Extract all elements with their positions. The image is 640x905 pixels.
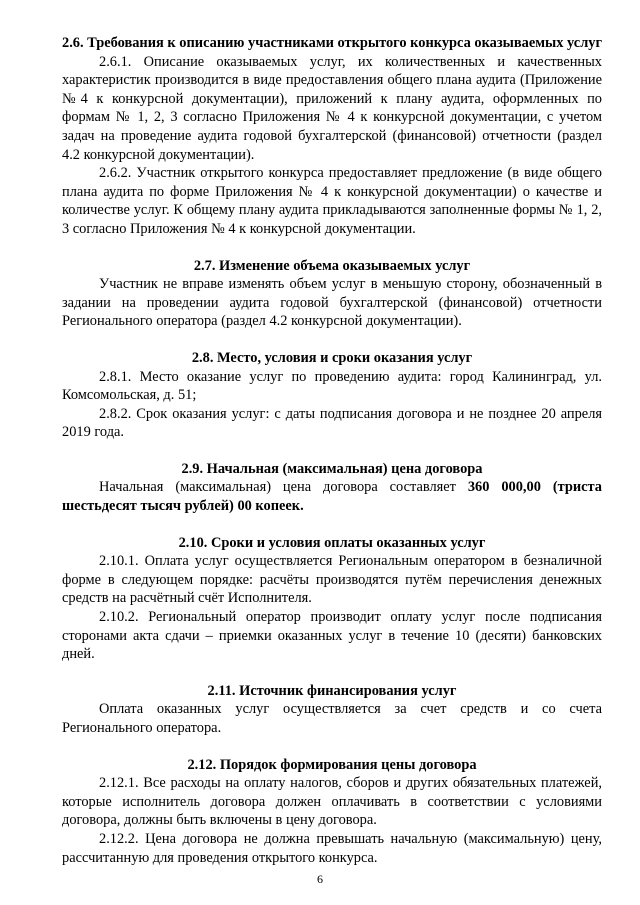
section-heading: 2.12. Порядок формирования цены договора xyxy=(187,756,477,773)
paragraph: 2.6.2. Участник открытого конкурса предоставляет предложение (в виде общего плана аудита по форме Приложения № 4 к конкурсной документации) о качестве и количестве услуг. К общему плану аудита прикладываются заполненные формы № 1, 2, 3 согласно Приложения № 4 к конкурсной документации. xyxy=(62,165,602,237)
section-2-12 xyxy=(62,756,602,868)
paragraph: Участник не вправе изменять объем услуг в меньшую сторону, обозначенный в задании на проведении аудита годовой бухгалтерской (финансовой) отчетности Регионального оператора (раздел 4.2 конкурсной документации). xyxy=(62,276,602,330)
paragraph: Оплата оказанных услуг осуществляется за счет средств и со счета Регионального оператора. xyxy=(62,701,602,736)
price-text: Начальная (максимальная) цена договора составляет xyxy=(99,479,468,496)
paragraph: 2.10.1. Оплата услуг осуществляется Региональным оператором в безналичной форме в следующем порядке: расчёты производятся путём перечисления денежных средств на расчётный счёт Исполнителя. xyxy=(62,553,602,607)
paragraph: 2.6.1. Описание оказываемых услуг, их количественных и качественных характеристик производится в виде предоставления общего плана аудита (Приложение №4 к конкурсной документации), приложений к плану аудита, оформленных по формам № 1, 2, 3 согласно Приложения № 4 к конкурсной документации, с учетом задач на проведение аудита годовой бухгалтерской (финансовой) отчетности (раздел 4.2 конкурсной документации). xyxy=(62,53,602,163)
section-2-8 xyxy=(62,349,602,442)
price-paragraph xyxy=(62,478,602,515)
section-heading: 2.10. Сроки и условия оплаты оказанных услуг xyxy=(178,534,486,551)
section-heading: 2.7. Изменение объема оказываемых услуг xyxy=(193,257,471,274)
section-heading: 2.8. Место, условия и сроки оказания услуг xyxy=(191,349,473,366)
section-heading: 2.6. Требования к описанию участниками открытого конкурса оказываемых услуг xyxy=(62,35,602,51)
section-heading: 2.9. Начальная (максимальная) цена договора xyxy=(181,460,483,477)
section-heading: 2.11. Источник финансирования услуг xyxy=(207,682,457,699)
paragraph: 2.12.2. Цена договора не должна превышать начальную (максимальную) цену, рассчитанную для проведения открытого конкурса. xyxy=(62,830,602,866)
section-2-9 xyxy=(62,460,602,516)
section-2-11 xyxy=(62,682,602,738)
section-2-6 xyxy=(62,34,602,239)
paragraph: 2.8.1. Место оказание услуг по проведению аудита: город Калининград, ул. Комсомольская, д. 51; xyxy=(62,368,602,404)
section-2-7 xyxy=(62,257,602,331)
price-value: 360 000,00 (триста шестьдесят тысяч рублей) 00 копеек. xyxy=(62,479,602,515)
page-number: 6 xyxy=(317,872,323,886)
document-page xyxy=(62,34,602,867)
paragraph: 2.10.2. Региональный оператор производит оплату услуг после подписания сторонами акта сдачи – приемки оказанных услуг в течение 10 (десяти) банковских дней. xyxy=(62,609,602,663)
paragraph: 2.8.2. Срок оказания услуг: с даты подписания договора и не позднее 20 апреля 2019 года. xyxy=(62,405,602,441)
section-2-10 xyxy=(62,534,602,664)
paragraph: 2.12.1. Все расходы на оплату налогов, сборов и других обязательных платежей, которые исполнитель договора должен оплачивать в соответствии с условиями договора, должны быть включены в цену договора. xyxy=(62,775,602,829)
